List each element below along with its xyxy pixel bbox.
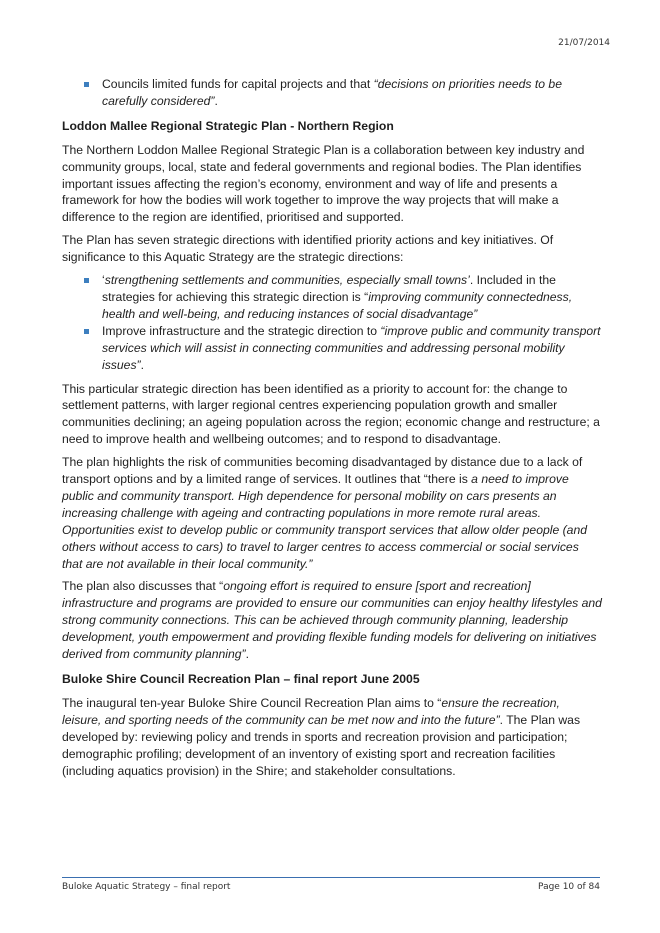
bullet-text: . Included in the strategies for achieving this strategic direction is “ xyxy=(102,273,556,304)
footer-divider xyxy=(62,877,600,878)
list-item xyxy=(62,272,602,323)
footer-title: Buloke Aquatic Strategy – final report xyxy=(62,882,231,892)
paragraph-text: The inaugural ten-year Buloke Shire Council Recreation Plan aims to “ xyxy=(62,695,442,710)
bullet-quote: “decisions on priorities needs to be carefully considered” xyxy=(102,77,562,108)
document-body xyxy=(62,76,602,785)
bullet-text: ‘ xyxy=(102,273,105,288)
header-date: 21/07/2014 xyxy=(558,38,610,48)
page-number: Page 10 of 84 xyxy=(538,882,600,892)
section-heading: Loddon Mallee Regional Strategic Plan - Northern Region xyxy=(62,118,394,133)
bullet-list xyxy=(62,76,602,110)
paragraph-quote: ensure the recreation, leisure, and sporting needs of the community can be met now and into the future” xyxy=(62,695,560,727)
bullet-text: Councils limited funds for capital projects and that xyxy=(102,77,374,91)
bullet-quote: strengthening settlements and communities, especially small towns’ xyxy=(104,273,470,288)
paragraph-text: The plan also discusses that “ xyxy=(62,579,224,594)
paragraph-end: . xyxy=(245,647,249,662)
paragraph xyxy=(62,695,602,780)
bullet-icon xyxy=(84,278,89,283)
bullet-icon xyxy=(84,329,89,334)
bullet-list xyxy=(62,272,602,373)
paragraph-text: . The Plan was developed by: reviewing policy and trends in sports and recreation provision and participation; demographic profiling; development of an inventory of existing sport and recreation facilities (including aquatics provision) in the Shire; and stakeholder consultations. xyxy=(62,712,581,778)
list-item xyxy=(62,76,602,110)
bullet-quote: “improve public and community transport services which will assist in connecting communities and addressing personal mobility issues” xyxy=(102,323,601,372)
paragraph: The Northern Loddon Mallee Regional Strategic Plan is a collaboration between key industry and community groups, local, state and federal governments and regional bodies. The Plan identifies important issues affecting the region’s economy, environment and way of life and presents a framework for how the bodies will work together to improve the way projects that will make a difference to the region are identified, prioritised and supported. xyxy=(62,142,585,225)
paragraph xyxy=(62,578,602,663)
bullet-text: Improve infrastructure and the strategic direction to xyxy=(102,323,381,338)
paragraph: The Plan has seven strategic directions with identified priority actions and key initiatives. Of significance to this Aquatic Strategy are the strategic directions: xyxy=(62,233,554,265)
bullet-end: . xyxy=(214,93,218,108)
paragraph-quote: a need to improve public and community transport. High dependence for personal mobility on cars presents an increasing challenge with ageing and contracting populations in more remote rural areas. Opportunities exist to develop public or community transport services that allow older people (and others without access to cars) to travel to larger centres to access commercial or social services that are not available in their local community.” xyxy=(62,472,588,571)
paragraph xyxy=(62,454,602,572)
bullet-quote: improving community connectedness, health and well-being, and reducing instances of social disadvantage” xyxy=(102,289,573,321)
section-heading: Buloke Shire Council Recreation Plan – final report June 2005 xyxy=(62,672,420,686)
bullet-end: . xyxy=(140,357,144,372)
list-item xyxy=(62,323,602,374)
bullet-icon xyxy=(84,82,89,87)
paragraph: This particular strategic direction has been identified as a priority to account for: the change to settlement patterns, with larger regional centres experiencing population growth and smaller communities declining; an ageing population across the region; economic change and restructure; a need to improve health and wellbeing outcomes; and to respond to disadvantage. xyxy=(62,381,600,447)
paragraph-text: The plan highlights the risk of communities becoming disadvantaged by distance due to a lack of transport options and by a limited range of services. It outlines that “there is xyxy=(62,455,583,487)
paragraph-quote: ongoing effort is required to ensure [sport and recreation] infrastructure and programs are provided to ensure our communities can enjoy healthy lifestyles and strong community connections. This can be achieved through community planning, leadership development, youth empowerment and providing flexible funding models for delivering on initiatives derived from community planning” xyxy=(62,579,602,662)
